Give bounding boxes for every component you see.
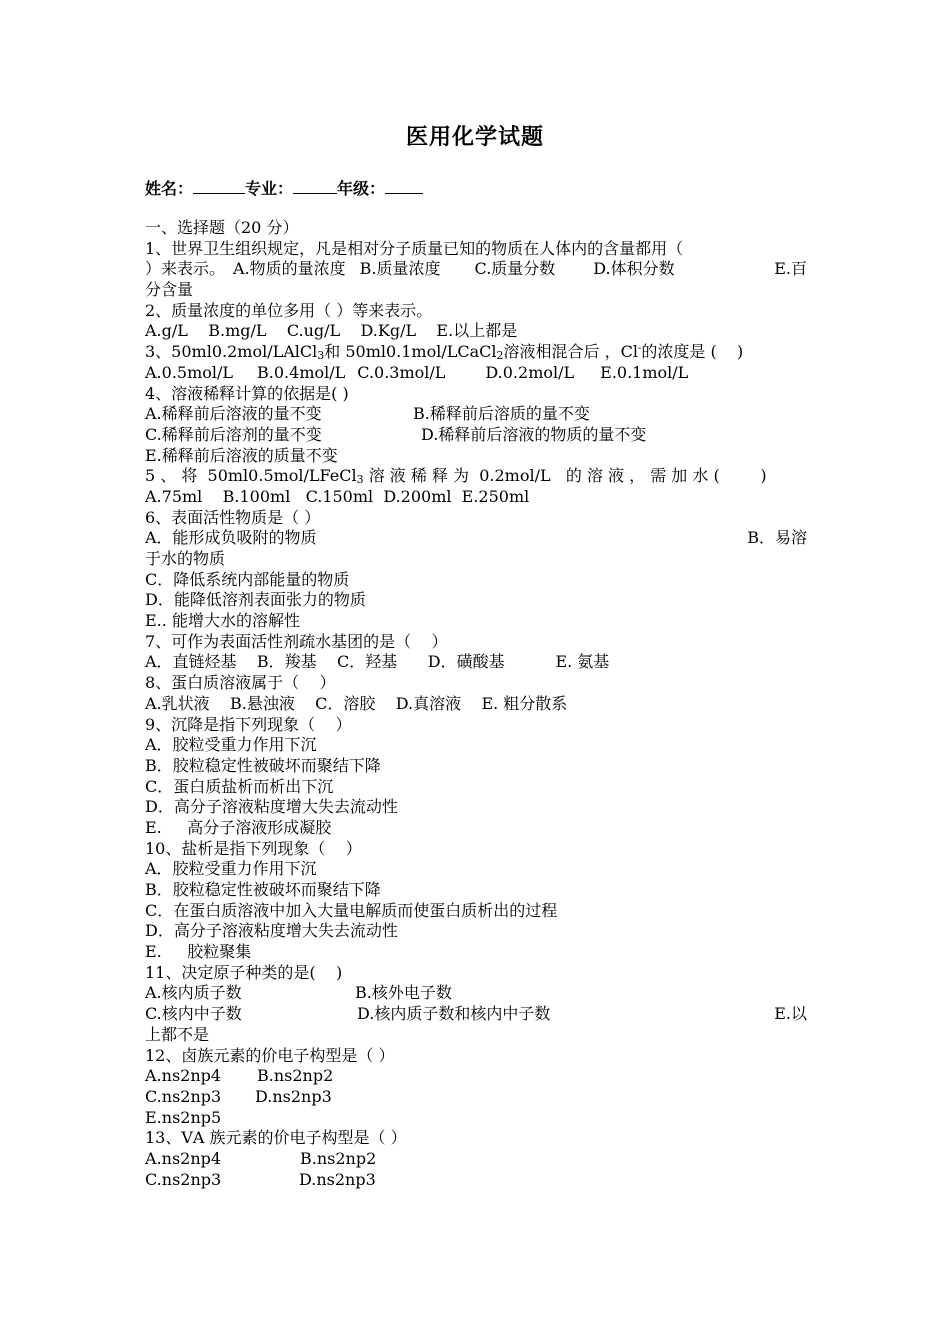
q12-option-a: A.ns2np4: [145, 1066, 222, 1086]
q10-option-e: E. 胶粒聚集: [145, 942, 252, 962]
major-blank[interactable]: [293, 177, 337, 194]
q3-option-c: C.0.3mol/L: [357, 362, 446, 382]
q2-stem: 2、质量浓度的单位多用（ ）等来表示。: [145, 300, 433, 320]
q12-stem: 12、卤族元素的价电子构型是（ ）: [145, 1045, 395, 1065]
q3-stem-part2: 和 50ml0.1mol/LCaCl: [324, 342, 497, 362]
name-label: 姓名：: [145, 179, 194, 198]
q3-stem-part3: 溶液相混合后 ，Cl: [503, 342, 638, 362]
q11-option-e-start: E.以: [774, 1004, 807, 1024]
q13-option-a: A.ns2np4: [145, 1148, 222, 1168]
student-info-line: [145, 176, 423, 199]
q6-option-b-end: 于水的物质: [145, 549, 226, 568]
q11-option-e-end: 上都不是: [145, 1024, 210, 1044]
q1-options: [145, 259, 807, 280]
section-heading: 一、选择题（20 分）: [145, 218, 299, 237]
q6-option-a: A．能形成负吸附的物质: [145, 528, 317, 548]
q11-options-ab: [145, 983, 807, 1004]
q11-option-b: B.核外电子数: [355, 983, 452, 1003]
q12-option-c: C.ns2np3: [145, 1086, 222, 1106]
q1-option-c: C.质量分数: [474, 259, 556, 279]
q13-option-d: D.ns2np3: [299, 1169, 376, 1189]
q3-superscript: -: [637, 343, 642, 355]
q4-options-ab: [145, 404, 807, 425]
q7-options: A．直链烃基 B．羧基 C．羟基 D．磺酸基 E. 氨基: [145, 652, 610, 672]
q13-stem: 13、ⅤA 族元素的价电子构型是（ ）: [145, 1128, 407, 1148]
grade-blank[interactable]: [385, 177, 423, 194]
q8-stem: 8、蛋白质溶液属于（ ）: [145, 673, 336, 693]
question-list: [145, 218, 807, 1190]
q11-options-cde: [145, 1004, 807, 1025]
q3-option-b: B.0.4mol/L: [257, 362, 346, 382]
q12-option-d: D.ns2np3: [255, 1086, 332, 1106]
q12-option-e: E.ns2np5: [145, 1107, 222, 1127]
q10-option-c: C．在蛋白质溶液中加入大量电解质而使蛋白质析出的过程: [145, 900, 558, 920]
q9-option-d: D．高分子溶液粘度增大失去流动性: [145, 797, 398, 817]
q1-stem-end: ）来表示。: [145, 259, 226, 279]
q1-option-b: B.质量浓度: [359, 259, 441, 279]
q4-options-cd: [145, 425, 807, 446]
q13-option-c: C.ns2np3: [145, 1169, 222, 1189]
q10-option-a: A．胶粒受重力作用下沉: [145, 859, 317, 879]
q4-option-c: C.稀释前后溶剂的量不变: [145, 424, 322, 444]
q6-option-c: C．降低系统内部能量的物质: [145, 569, 350, 589]
q5-stem-part1: 5 、 将 50ml0.5mol/LFeCl: [145, 466, 357, 486]
q11-stem: 11、决定原子种类的是( ): [145, 962, 343, 982]
q13-option-b: B.ns2np2: [300, 1148, 377, 1168]
q3-stem-part1: 3、50ml0.2mol/LAlCl: [145, 342, 318, 362]
name-blank[interactable]: [193, 177, 245, 194]
page-title: 医用化学试题: [405, 125, 544, 150]
q5-stem: [145, 466, 807, 487]
q9-option-b: B．胶粒稳定性被破坏而聚结下降: [145, 755, 381, 775]
q9-stem: 9、沉降是指下列现象（ ）: [145, 714, 352, 734]
q1-stem: 1、世界卫生组织规定，凡是相对分子质量已知的物质在人体内的含量都用（: [145, 238, 684, 258]
q5-subscript: 3: [356, 473, 364, 487]
q3-subscript1: 3: [317, 349, 325, 363]
q3-option-d: D.0.2mol/L: [485, 362, 575, 382]
q6-options-ab: [145, 528, 807, 549]
q3-options: [145, 363, 807, 384]
q13-options-cd: [145, 1170, 807, 1191]
q1-option-e-start: E.百: [774, 259, 807, 279]
q4-stem: 4、溶液稀释计算的依据是( ): [145, 383, 349, 403]
q3-option-a: A.0.5mol/L: [145, 362, 234, 382]
q2-options: A.g/L B.mg/L C.ug/L D.Kg/L E.以上都是: [145, 321, 518, 341]
q5-stem-part2: 溶 液 稀 释 为 0.2mol/L 的 溶 液 ， 需 加 水 ( ): [363, 466, 767, 486]
q13-options-ab: [145, 1149, 807, 1170]
q3-stem-part4: 的浓度是 ( ): [641, 342, 744, 362]
q5-options: A.75ml B.100ml C.150ml D.200ml E.250ml: [145, 486, 530, 506]
q6-option-e: E.. 能增大水的溶解性: [145, 611, 300, 631]
q3-stem: [145, 342, 807, 363]
q10-option-b: B．胶粒稳定性被破坏而聚结下降: [145, 880, 381, 899]
q1-option-d: D.体积分数: [593, 259, 675, 279]
q11-option-c: C.核内中子数: [145, 1004, 242, 1024]
q6-stem: 6、表面活性物质是（ ）: [145, 507, 321, 527]
q7-stem: 7、可作为表面活性剂疏水基团的是（ ）: [145, 631, 448, 651]
q6-option-b-start: B．易溶: [747, 528, 807, 548]
major-label: 专业：: [245, 179, 294, 198]
q9-option-e: E. 高分子溶液形成凝胶: [145, 817, 332, 837]
q8-options: A.乳状液 B.悬浊液 C．溶胶 D.真溶液 E. 粗分散系: [145, 693, 568, 713]
q4-option-d: D.稀释前后溶液的物质的量不变: [421, 424, 647, 444]
q11-option-d: D.核内质子数和核内中子数: [357, 1004, 551, 1024]
q10-option-d: D．高分子溶液粘度增大失去流动性: [145, 921, 398, 941]
q3-option-e: E.0.1mol/L: [600, 362, 689, 382]
q10-stem: 10、盐析是指下列现象（ ）: [145, 838, 362, 858]
q9-option-a: A．胶粒受重力作用下沉: [145, 735, 317, 755]
q6-option-d: D．能降低溶剂表面张力的物质: [145, 590, 366, 610]
q3-subscript2: 2: [496, 349, 504, 363]
q9-option-c: C．蛋白质盐析而析出下沉: [145, 776, 334, 796]
q11-option-a: A.核内质子数: [145, 983, 242, 1003]
grade-label: 年级：: [337, 179, 386, 198]
q12-option-b: B.ns2np2: [257, 1066, 334, 1086]
q12-options-ab: [145, 1066, 807, 1087]
q1-option-e-end: 分含量: [145, 280, 194, 300]
q4-option-e: E.稀释前后溶液的质量不变: [145, 445, 338, 465]
q1-option-a: A.物质的量浓度: [233, 259, 346, 279]
q12-options-cd: [145, 1087, 807, 1108]
q4-option-b: B.稀释前后溶质的量不变: [413, 404, 590, 424]
q4-option-a: A.稀释前后溶液的量不变: [145, 404, 322, 424]
